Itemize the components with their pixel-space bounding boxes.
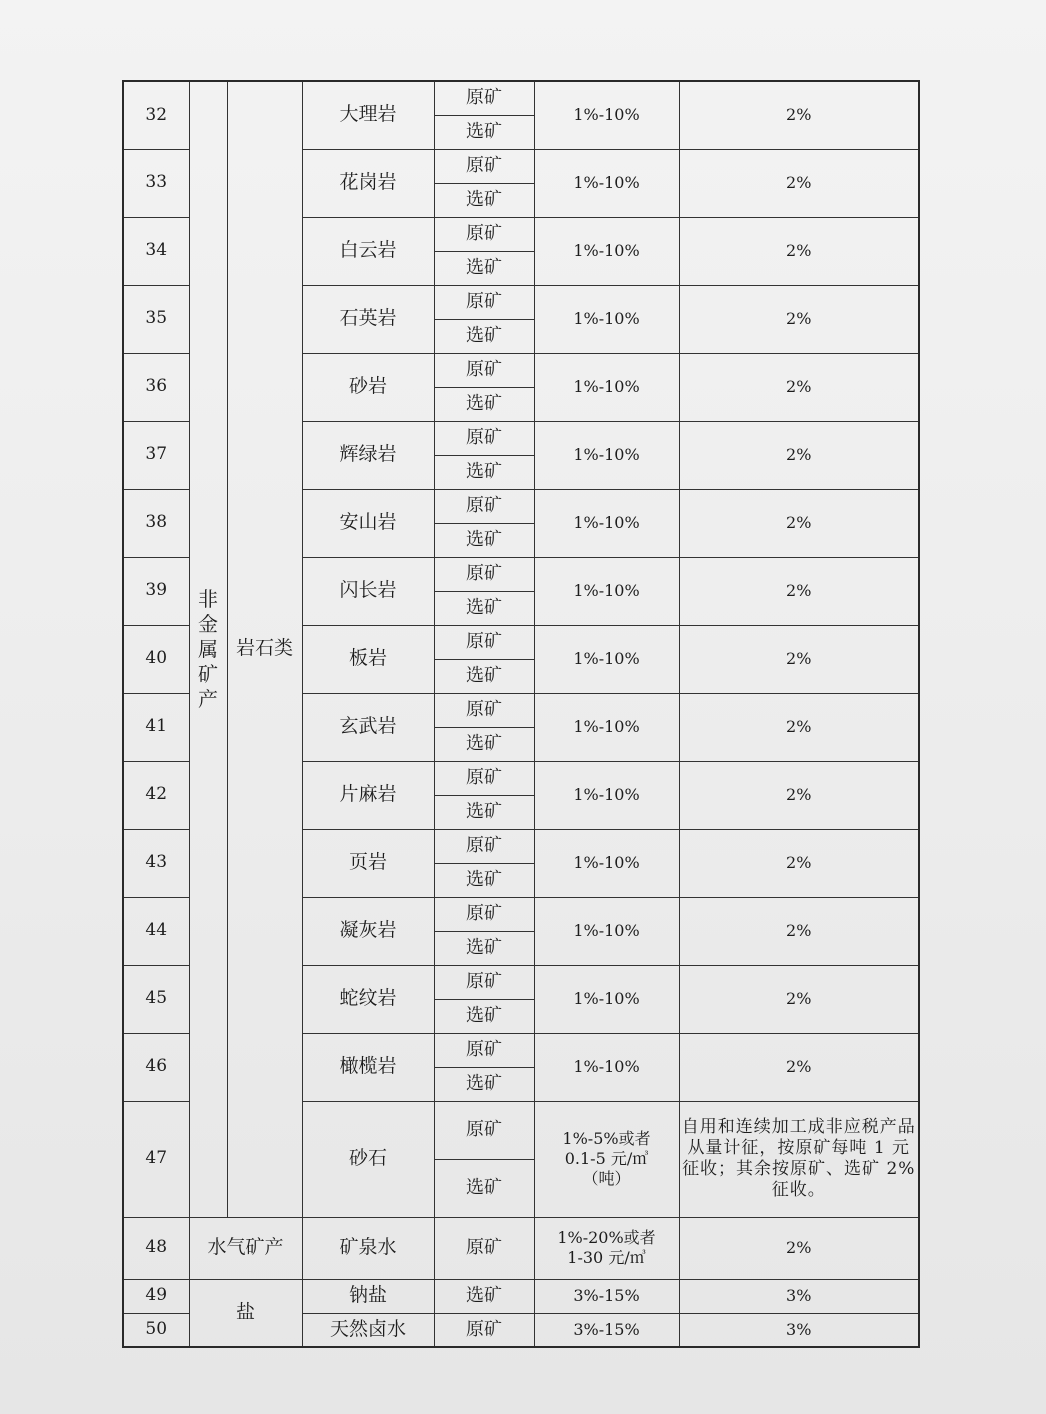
form-processed: 选矿 [434, 319, 534, 353]
row-number: 45 [123, 965, 189, 1033]
rate-range: 1%-10% [534, 965, 679, 1033]
row-number: 41 [123, 693, 189, 761]
rate-value: 2% [679, 285, 919, 353]
row-number: 37 [123, 421, 189, 489]
rate-range: 1%-10% [534, 353, 679, 421]
rate-value: 3% [679, 1313, 919, 1347]
row-number: 46 [123, 1033, 189, 1101]
mineral-name: 花岗岩 [302, 149, 434, 217]
resource-tax-table [122, 80, 920, 1348]
row-number: 34 [123, 217, 189, 285]
form-raw: 原矿 [434, 557, 534, 591]
form-processed: 选矿 [434, 659, 534, 693]
form-raw: 原矿 [434, 965, 534, 999]
rate-value: 2% [679, 217, 919, 285]
form-processed: 选矿 [434, 1067, 534, 1101]
rate-value: 2% [679, 625, 919, 693]
form-processed: 选矿 [434, 863, 534, 897]
form-raw: 原矿 [434, 1033, 534, 1067]
form-processed: 选矿 [434, 931, 534, 965]
form-processed: 选矿 [434, 727, 534, 761]
mineral-name: 凝灰岩 [302, 897, 434, 965]
rate-range: 1%-10% [534, 489, 679, 557]
rate-range [534, 1101, 679, 1217]
rate-value: 2% [679, 489, 919, 557]
mineral-name: 钠盐 [302, 1279, 434, 1313]
rate-value: 2% [679, 965, 919, 1033]
rate-value: 2% [679, 149, 919, 217]
rate-range: 1%-10% [534, 761, 679, 829]
form-raw: 原矿 [434, 1313, 534, 1347]
row-number: 36 [123, 353, 189, 421]
rate-line: 1%-20%或者 [557, 1228, 656, 1247]
row-number: 42 [123, 761, 189, 829]
row-number: 38 [123, 489, 189, 557]
row-number: 40 [123, 625, 189, 693]
form-processed: 选矿 [434, 795, 534, 829]
mineral-name: 砂石 [302, 1101, 434, 1217]
form-raw: 原矿 [434, 149, 534, 183]
table-row [123, 81, 919, 115]
mineral-name: 辉绿岩 [302, 421, 434, 489]
category-char: 属 [198, 636, 218, 661]
form-raw: 原矿 [434, 829, 534, 863]
rate-value: 2% [679, 421, 919, 489]
form-raw: 原矿 [434, 489, 534, 523]
rate-line: 1%-5%或者 [562, 1129, 651, 1148]
rate-range [534, 1217, 679, 1279]
mineral-name: 闪长岩 [302, 557, 434, 625]
category-char: 非 [198, 586, 218, 611]
rate-value: 2% [679, 1217, 919, 1279]
form-raw: 原矿 [434, 625, 534, 659]
category-nonmetal-minerals [189, 81, 227, 1217]
row-number: 48 [123, 1217, 189, 1279]
rate-range: 3%-15% [534, 1313, 679, 1347]
mineral-name: 玄武岩 [302, 693, 434, 761]
form-processed: 选矿 [434, 387, 534, 421]
mineral-name: 砂岩 [302, 353, 434, 421]
form-processed: 选矿 [434, 115, 534, 149]
rate-range: 1%-10% [534, 829, 679, 897]
form-raw: 原矿 [434, 1101, 534, 1159]
mineral-name: 橄榄岩 [302, 1033, 434, 1101]
rate-value: 2% [679, 1033, 919, 1101]
rate-range: 1%-10% [534, 217, 679, 285]
form-raw: 原矿 [434, 217, 534, 251]
form-raw: 原矿 [434, 421, 534, 455]
mineral-name: 蛇纹岩 [302, 965, 434, 1033]
rate-range: 1%-10% [534, 557, 679, 625]
form-raw: 原矿 [434, 693, 534, 727]
mineral-name: 片麻岩 [302, 761, 434, 829]
subcategory-rock: 岩石类 [227, 81, 302, 1217]
mineral-name: 天然卤水 [302, 1313, 434, 1347]
rate-range: 1%-10% [534, 421, 679, 489]
rate-value: 2% [679, 81, 919, 149]
table-row [123, 1217, 919, 1279]
row-number: 44 [123, 897, 189, 965]
rate-range: 1%-10% [534, 625, 679, 693]
mineral-name: 安山岩 [302, 489, 434, 557]
form-raw: 原矿 [434, 897, 534, 931]
form-processed: 选矿 [434, 1159, 534, 1217]
rate-value: 2% [679, 829, 919, 897]
rate-range: 3%-15% [534, 1279, 679, 1313]
mineral-name: 页岩 [302, 829, 434, 897]
rate-range: 1%-10% [534, 693, 679, 761]
category-char: 产 [198, 686, 218, 711]
rate-range: 1%-10% [534, 285, 679, 353]
form-raw: 原矿 [434, 285, 534, 319]
form-processed: 选矿 [434, 1279, 534, 1313]
table-body [123, 81, 919, 1347]
category-salt: 盐 [189, 1279, 302, 1347]
category-char: 金 [198, 611, 218, 636]
row-number: 49 [123, 1279, 189, 1313]
row-number: 43 [123, 829, 189, 897]
rate-value: 3% [679, 1279, 919, 1313]
rate-range: 1%-10% [534, 81, 679, 149]
row-number: 32 [123, 81, 189, 149]
row-number: 39 [123, 557, 189, 625]
mineral-name: 石英岩 [302, 285, 434, 353]
row-number: 33 [123, 149, 189, 217]
row-number: 47 [123, 1101, 189, 1217]
rate-value: 2% [679, 557, 919, 625]
rate-range: 1%-10% [534, 1033, 679, 1101]
rate-range: 1%-10% [534, 149, 679, 217]
form-processed: 选矿 [434, 523, 534, 557]
mineral-name: 矿泉水 [302, 1217, 434, 1279]
rate-range: 1%-10% [534, 897, 679, 965]
form-raw: 原矿 [434, 761, 534, 795]
form-processed: 选矿 [434, 455, 534, 489]
form-raw: 原矿 [434, 353, 534, 387]
form-raw: 原矿 [434, 81, 534, 115]
mineral-name: 白云岩 [302, 217, 434, 285]
category-water-gas: 水气矿产 [189, 1217, 302, 1279]
rate-note: 自用和连续加工成非应税产品从量计征，按原矿每吨 1 元征收；其余按原矿、选矿 2%征收。 [679, 1101, 919, 1217]
rate-line: 0.1-5 元/㎥ [564, 1149, 649, 1168]
category-char: 矿 [198, 661, 218, 686]
form-processed: 选矿 [434, 183, 534, 217]
rate-value: 2% [679, 761, 919, 829]
form-processed: 选矿 [434, 251, 534, 285]
table-row [123, 1279, 919, 1313]
row-number: 50 [123, 1313, 189, 1347]
rate-value: 2% [679, 353, 919, 421]
rate-line: 1-30 元/㎥ [567, 1248, 646, 1267]
mineral-name: 板岩 [302, 625, 434, 693]
rate-value: 2% [679, 897, 919, 965]
row-number: 35 [123, 285, 189, 353]
rate-value: 2% [679, 693, 919, 761]
form-processed: 选矿 [434, 591, 534, 625]
form-processed: 选矿 [434, 999, 534, 1033]
mineral-name: 大理岩 [302, 81, 434, 149]
rate-line: （吨） [582, 1169, 631, 1188]
form-raw: 原矿 [434, 1217, 534, 1279]
